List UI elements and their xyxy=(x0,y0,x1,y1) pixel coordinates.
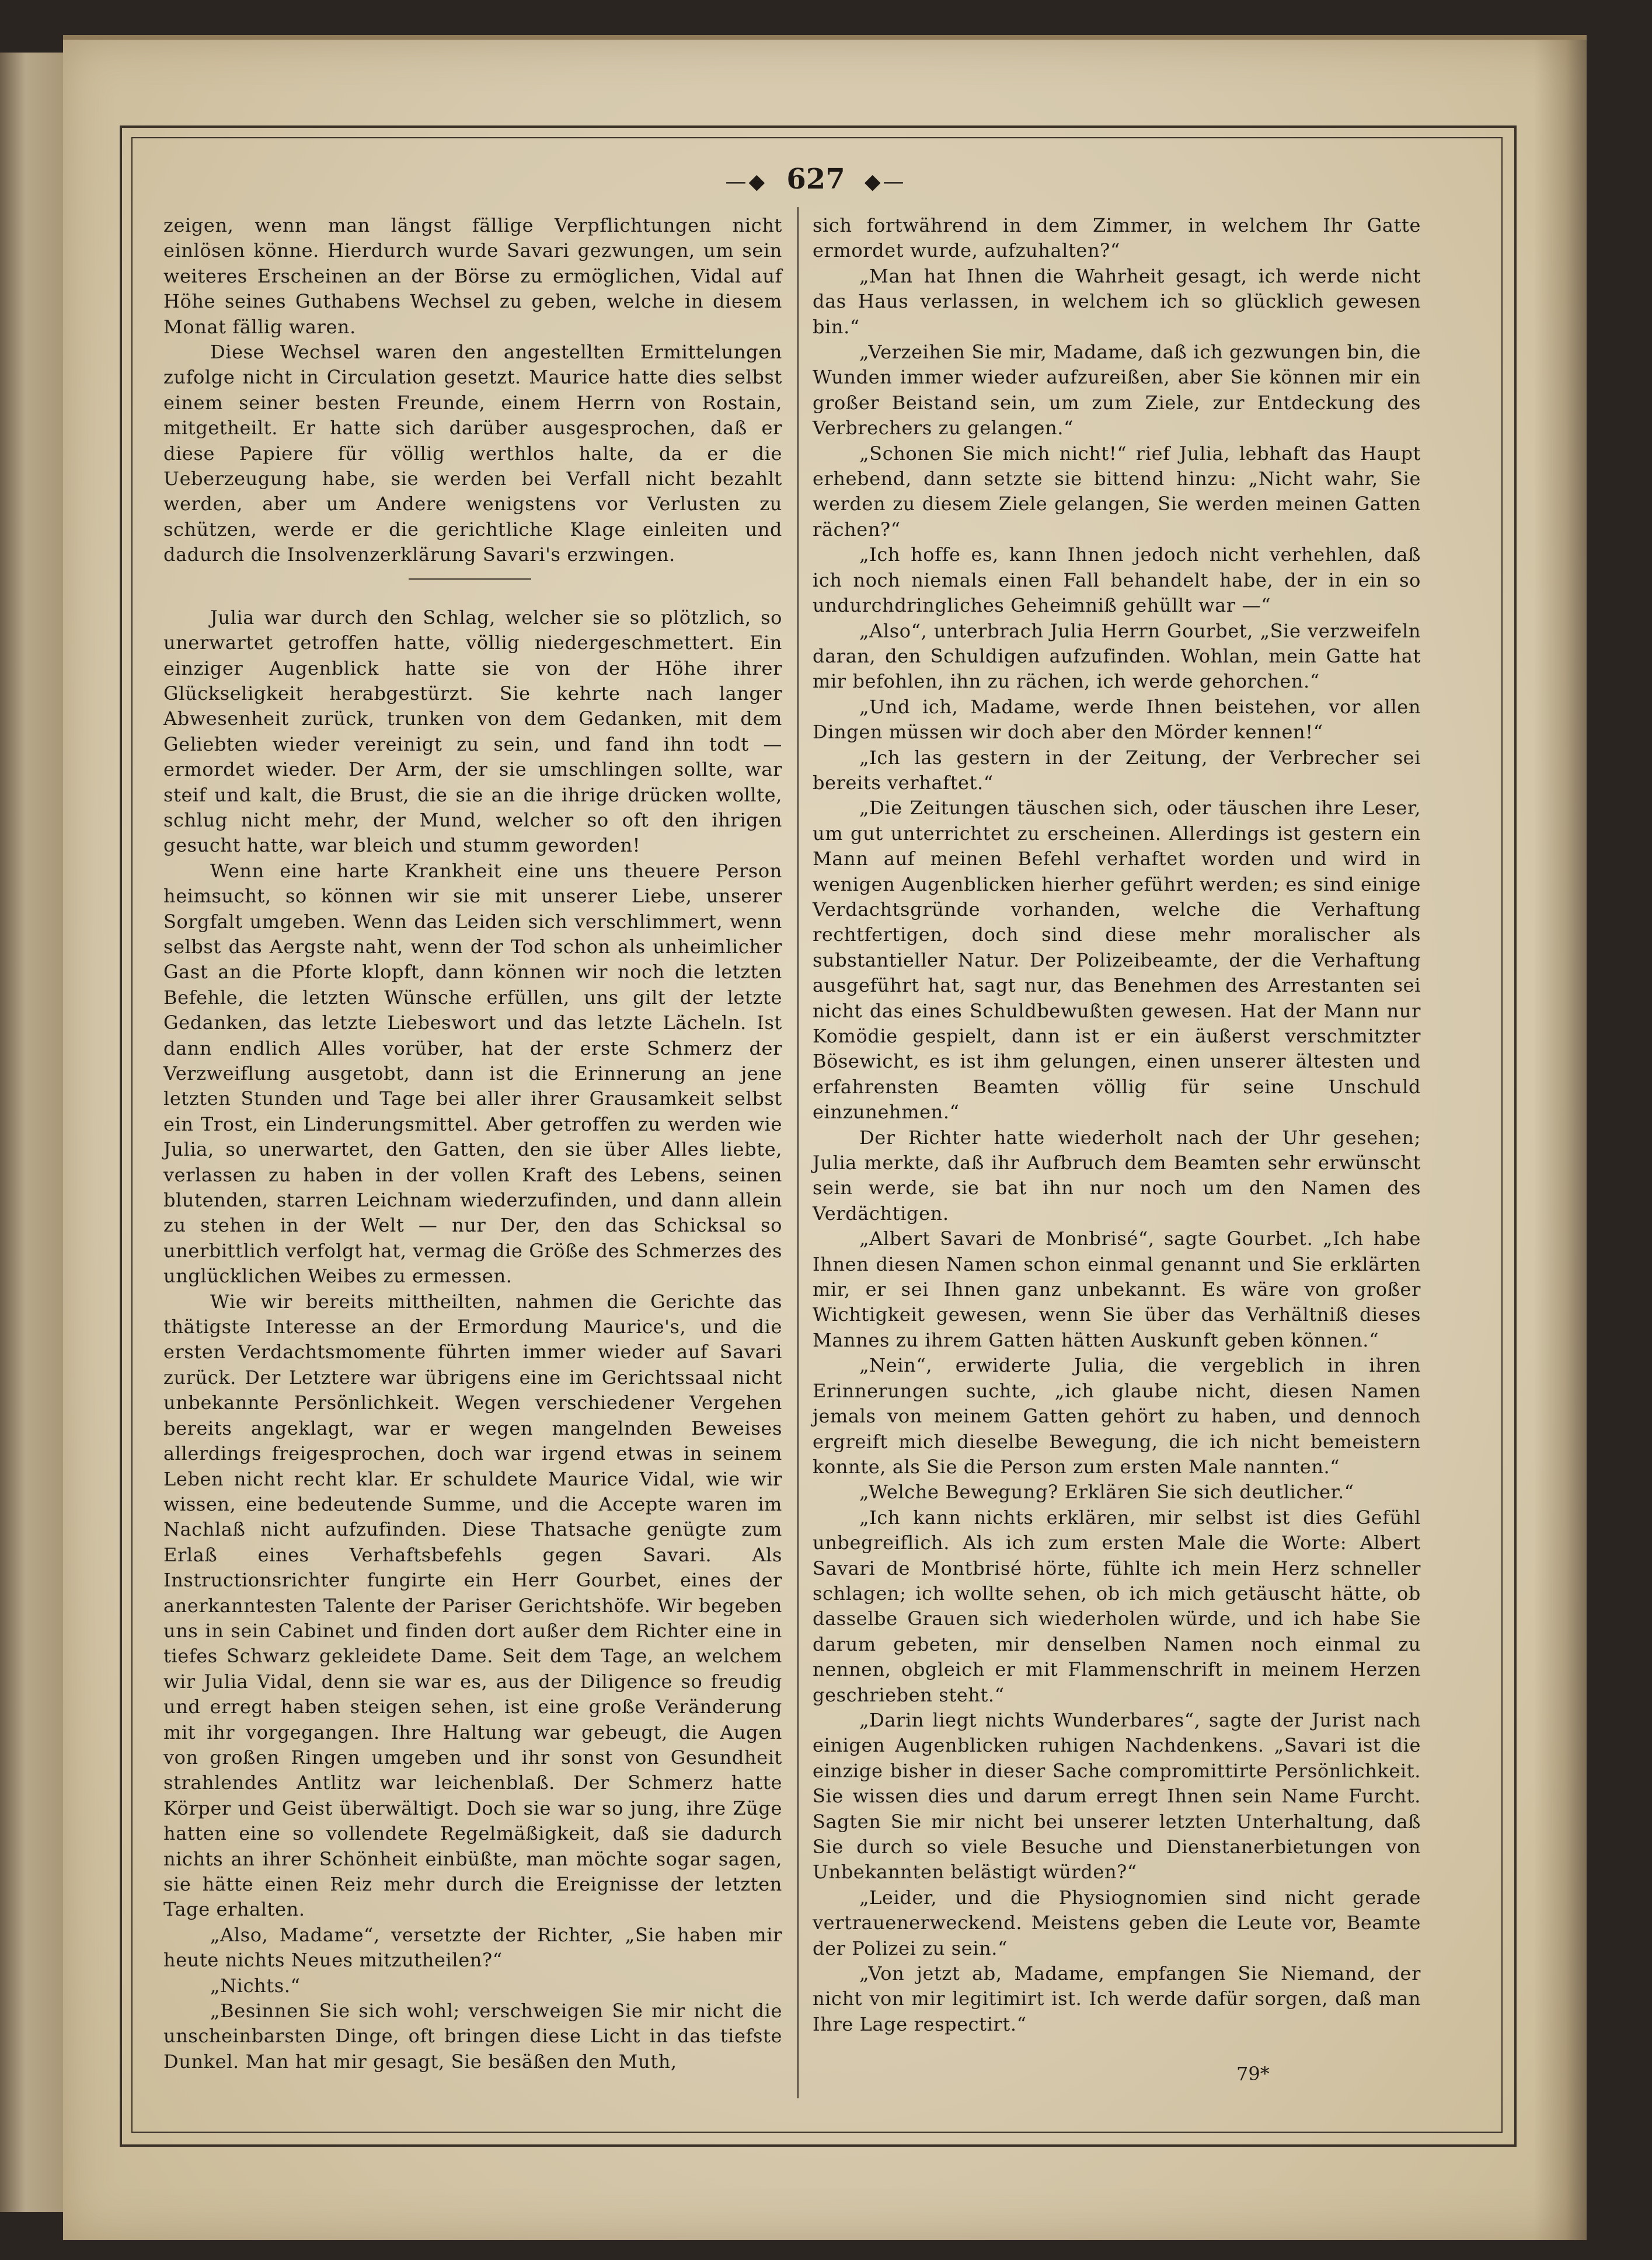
paragraph: „Darin liegt nichts Wunderbares“, sagte der Jurist nach einigen Augenblicken ruhigen Nachdenkens. „Savari ist die einzige bisher in dieser Sache compromittirte Persönlichkeit. Sie wissen dies und darum erregt Ihnen sein Name Furcht. Sagten Sie mir nicht bei unserer letzten Unterhaltung, daß Sie durch so viele Besuche und Dienstanerbietungen von Unbekannten belästigt würden?“ xyxy=(813,1708,1421,1884)
signature-mark: 79* xyxy=(1236,2063,1270,2085)
paragraph: „Von jetzt ab, Madame, empfangen Sie Niemand, der nicht von mir legitimirt ist. Ich werde dafür sorgen, daß man Ihre Lage respectirt.“ xyxy=(813,1962,1421,2035)
paragraph: „Besinnen Sie sich wohl; verschweigen Sie mir nicht die unscheinbarsten Dinge, oft bringen diese Licht in das tiefste Dunkel. Man hat mir gesagt, Sie besäßen den Muth, xyxy=(163,2000,782,2073)
section-separator xyxy=(163,568,782,605)
paragraph: „Also“, unterbrach Julia Herrn Gourbet, „Sie verzweifeln daran, den Schuldigen aufzufinden. Wohlan, mein Gatte hat mir befohlen, ihn zu rächen, ich werde gehorchen.“ xyxy=(813,619,1421,693)
page-edge-damage xyxy=(1534,40,1587,2240)
paragraph: „Ich kann nichts erklären, mir selbst ist dies Gefühl unbegreiflich. Als ich zum ersten Male die Worte: Albert Savari de Montbrisé hörte, fühlte ich mein Herz schneller schlagen; ich wollte sehen, ob ich mich getäuscht hätte, ob dasselbe Grauen sich wiederholen würde, und ich habe Sie darum gebeten, mir denselben Namen noch einmal zu nennen, obgleich er mit Flammenschrift in meinem Herzen geschrieben steht.“ xyxy=(813,1506,1421,1706)
paragraph: „Man hat Ihnen die Wahrheit gesagt, ich werde nicht das Haus verlassen, in welchem ich so glücklich gewesen bin.“ xyxy=(813,264,1421,338)
paragraph: „Nichts.“ xyxy=(210,1974,301,1997)
paragraph: Wie wir bereits mittheilten, nahmen die Gerichte das thätigste Interesse an der Ermordung Maurice's, und die ersten Verdachtsmomente führten immer wieder auf Savari zurück. Der Letztere war übrigens eine im Gerichtssaal nicht unbekannte Persönlichkeit. Wegen verschiedener Vergehen bereits angeklagt, war er wegen mangelnden Beweises allerdings freigesprochen, doch war irgend etwas in seinem Leben nicht recht klar. Er schuldete Maurice Vidal, wie wir wissen, eine bedeutende Summe, und die Accepte waren im Nachlaß nicht aufzufinden. Diese Thatsache genügte zum Erlaß eines Verhaftsbefehls gegen Savari. Als Instructionsrichter fungirte ein Herr Gourbet, eines der anerkanntesten Talente der Pariser Gerichtshöfe. Wir begeben uns in sein Cabinet und finden dort außer dem Richter eine in tiefes Schwarz gekleidete Dame. Seit dem Tage, an welchem wir Julia Vidal, denn sie war es, aus der Diligence so freudig und erregt haben steigen sehen, ist eine große Veränderung mit ihr vorgegangen. Ihre Haltung war gebeugt, die Augen von großen Ringen umgeben und ihr sonst von Gesundheit strahlendes Antlitz war leichenblaß. Der Schmerz hatte Körper und Geist überwältigt. Doch sie war so jung, ihre Züge hatten eine so vollendete Regelmäßigkeit, daß sie dadurch nichts an ihrer Schönheit einbüßte, man möchte sogar sagen, sie hätte einen Reiz mehr durch die Ereignisse der letzten Tage erhalten. xyxy=(163,1290,782,1921)
left-page-edge xyxy=(0,53,66,2212)
paragraph: „Ich las gestern in der Zeitung, der Verbrecher sei bereits verhaftet.“ xyxy=(813,746,1421,794)
paragraph: „Albert Savari de Monbrisé“, sagte Gourbet. „Ich habe Ihnen diesen Namen schon einmal genannt und Sie erklärten mir, er sei Ihnen ganz unbekannt. Es wäre von großer Wichtigkeit gewesen, wenn Sie über das Verhältniß dieses Mannes zu ihrem Gatten hätten Auskunft geben können.“ xyxy=(813,1227,1421,1351)
paragraph: Der Richter hatte wiederholt nach der Uhr gesehen; Julia merkte, daß ihr Aufbruch dem Beamten sehr erwünscht sein werde, sie bat ihn nur noch um den Namen des Verdächtigen. xyxy=(813,1126,1421,1225)
paragraph: „Ich hoffe es, kann Ihnen jedoch nicht verhehlen, daß ich noch niemals einen Fall behandelt habe, der in ein so undurchdringliches Geheimniß gehüllt war —“ xyxy=(813,543,1421,617)
header-ornament-right: ◆— xyxy=(864,170,907,194)
page-number: 627 xyxy=(786,163,845,196)
column-divider xyxy=(797,207,799,2098)
paragraph: „Nein“, erwiderte Julia, die vergeblich in ihren Erinnerungen suchte, „ich glaube nicht, diesen Namen jemals von meinem Gatten gehört zu haben, und dennoch ergreift mich dieselbe Bewegung, die ich nicht bemeistern konnte, als Sie die Person zum ersten Male nannten.“ xyxy=(813,1354,1421,1478)
paragraph: „Und ich, Madame, werde Ihnen beistehen, vor allen Dingen müssen wir doch aber den Mörder kennen!“ xyxy=(813,695,1421,744)
paragraph: „Schonen Sie mich nicht!“ rief Julia, lebhaft das Haupt erhebend, dann setzte sie bittend hinzu: „Nicht wahr, Sie werden zu diesem Ziele gelangen, Sie werden meinen Gatten rächen?“ xyxy=(813,442,1421,540)
paragraph: Wenn eine harte Krankheit eine uns theuere Person heimsucht, so können wir sie mit unserer Liebe, unserer Sorgfalt umgeben. Wenn das Leiden sich verschlimmert, wenn selbst das Aergste naht, wenn der Tod schon als unheimlicher Gast an die Pforte klopft, dann können wir noch die letzten Befehle, die letzten Wünsche erfüllen, uns gilt der letzte Gedanken, das letzte Liebeswort und das letzte Lächeln. Ist dann endlich Alles vorüber, hat der erste Schmerz der Verzweiflung ausgetobt, dann ist die Erinnerung an jene letzten Stunden und Tage bei aller ihrer Grausamkeit selbst ein Trost, ein Linderungsmittel. Aber getroffen zu werden wie Julia, so unerwartet, den Gatten, den sie über Alles liebte, verlassen zu haben in der vollen Kraft des Lebens, seinen blutenden, starren Leichnam wiederzufinden, und dann allein zu stehen in der Welt — nur Der, den das Schicksal so unerbittlich verfolgt hat, vermag die Größe des Schmerzes des unglücklichen Weibes zu ermessen. xyxy=(163,859,782,1288)
paragraph: „Welche Bewegung? Erklären Sie sich deutlicher.“ xyxy=(859,1481,1354,1504)
left-text-column xyxy=(163,213,782,2074)
paragraph: „Leider, und die Physiognomien sind nicht gerade vertrauenerweckend. Meistens geben die Leute vor, Beamte der Polizei zu sein.“ xyxy=(813,1886,1421,1959)
header-ornament-left: —◆ xyxy=(725,170,768,194)
paragraph: Diese Wechsel waren den angestellten Ermittelungen zufolge nicht in Circulation gesetzt. Maurice hatte dies selbst einem seiner besten Freunde, einem Herrn von Rostain, mitgetheilt. Er hatte sich darüber ausgesprochen, daß er diese Papiere für völlig werthlos halte, da er die Ueberzeugung habe, sie werden bei Verfall nicht bezahlt werden, aber um Andere wenigstens vor Verlusten zu schützen, werde er die gerichtliche Klage einleiten und dadurch die Insolvenzerklärung Savari's erzwingen. xyxy=(163,341,782,566)
paragraph: sich fortwährend in dem Zimmer, in welchem Ihr Gatte ermordet wurde, aufzuhalten?“ xyxy=(813,214,1421,262)
paragraph: „Die Zeitungen täuschen sich, oder täuschen ihre Leser, um gut unterrichtet zu erscheinen. Allerdings ist gestern ein Mann auf meinen Befehl verhaftet worden und wird in wenigen Augenblicken hierher geführt werden; es sind einige Verdachtsgründe vorhanden, welche die Verhaftung rechtfertigen, doch sind diese mehr moralischer als substantieller Natur. Der Polizeibeamte, der die Verhaftung ausgeführt hat, sagt nur, das Benehmen des Arrestanten sei nicht das eines Schuldbewußten gewesen. Hat der Mann nur Komödie gespielt, dann ist er ein äußerst verschmitzter Bösewicht, es ist ihm gelungen, einen unserer ältesten und erfahrensten Beamten völlig für seine Unschuld einzunehmen.“ xyxy=(813,797,1421,1124)
page-header xyxy=(131,159,1500,200)
paragraph: „Also, Madame“, versetzte der Richter, „Sie haben mir heute nichts Neues mitzutheilen?“ xyxy=(163,1923,782,1972)
paragraph: zeigen, wenn man längst fällige Verpflichtungen nicht einlösen könne. Hierdurch wurde Savari gezwungen, um sein weiteres Erscheinen an der Börse zu ermöglichen, Vidal auf Höhe seines Guthabens Wechsel zu geben, welche in diesem Monat fällig waren. xyxy=(163,214,782,338)
paragraph: Julia war durch den Schlag, welcher sie so plötzlich, so unerwartet getroffen hatte, völlig niedergeschmettert. Ein einziger Augenblick hatte sie von der Höhe ihrer Glückseligkeit herabgestürzt. Sie kehrte nach langer Abwesenheit zurück, trunken von dem Gedanken, mit dem Geliebten wieder vereinigt zu sein, und fand ihn todt — ermordet wieder. Der Arm, der sie umschlingen sollte, war steif und kalt, die Brust, die sie an die ihrige drücken wollte, schlug nicht mehr, der Mund, welcher so oft den ihrigen gesucht hatte, war bleich und stumm geworden! xyxy=(163,606,782,857)
right-text-column xyxy=(813,213,1421,2037)
paragraph: „Verzeihen Sie mir, Madame, daß ich gezwungen bin, die Wunden immer wieder aufzureißen, aber Sie können mir ein großer Beistand sein, um zum Ziele, zur Entdeckung des Verbrechers zu gelangen.“ xyxy=(813,341,1421,440)
